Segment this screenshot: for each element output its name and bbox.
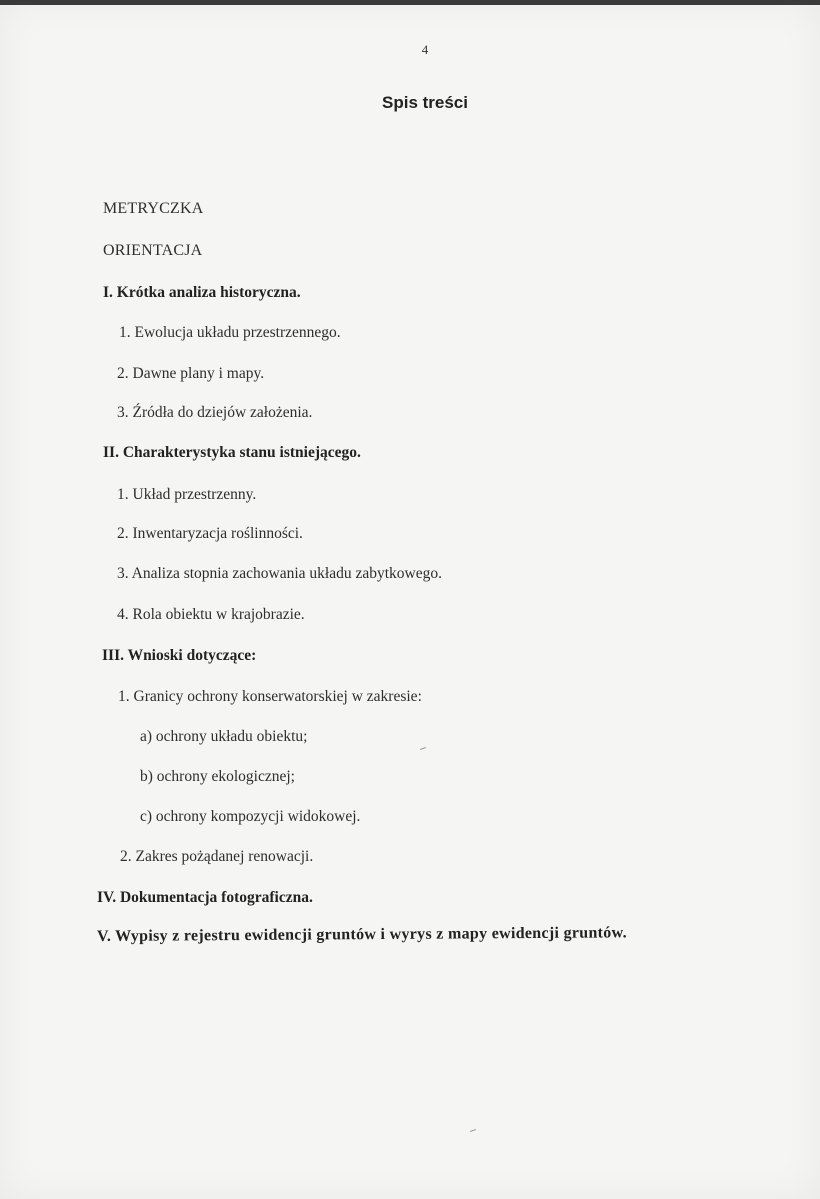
toc-item-orientacja: ORIENTACJA [103, 242, 203, 259]
scan-speck [470, 1129, 476, 1132]
toc-item-1-1: 1. Ewolucja układu przestrzennego. [119, 324, 341, 341]
toc-item-2-1: 1. Układ przestrzenny. [117, 486, 257, 503]
toc-item-3-1: 1. Granicy ochrony konserwatorskiej w zakresie: [118, 688, 422, 705]
toc-item-metryczka: METRYCZKA [103, 200, 204, 217]
toc-section-1: I. Krótka analiza historyczna. [103, 284, 301, 301]
page-number: 4 [421, 42, 429, 57]
toc-section-3: III. Wnioski dotyczące: [102, 647, 257, 664]
toc-item-2-2: 2. Inwentaryzacja roślinności. [117, 525, 303, 542]
scan-speck [420, 747, 426, 750]
toc-item-1-2: 2. Dawne plany i mapy. [117, 365, 265, 382]
toc-item-3-1-a: a) ochrony układu obiektu; [140, 728, 308, 745]
toc-item-3-1-c: c) ochrony kompozycji widokowej. [140, 808, 361, 825]
scan-top-edge [0, 0, 820, 5]
toc-item-2-4: 4. Rola obiektu w krajobrazie. [117, 606, 305, 623]
toc-section-5: V. Wypisy z rejestru ewidencji gruntów i wyrys z mapy ewidencji gruntów. [96, 924, 627, 945]
page-title: Spis treści [382, 93, 468, 112]
toc-item-2-3: 3. Analiza stopnia zachowania układu zabytkowego. [117, 565, 442, 582]
toc-item-3-2: 2. Zakres pożądanej renowacji. [120, 848, 314, 865]
toc-item-3-1-b: b) ochrony ekologicznej; [140, 768, 295, 785]
toc-section-4: IV. Dokumentacja fotograficzna. [97, 889, 313, 906]
toc-item-1-3: 3. Źródła do dziejów założenia. [117, 404, 313, 421]
toc-section-2: II. Charakterystyka stanu istniejącego. [103, 444, 361, 461]
